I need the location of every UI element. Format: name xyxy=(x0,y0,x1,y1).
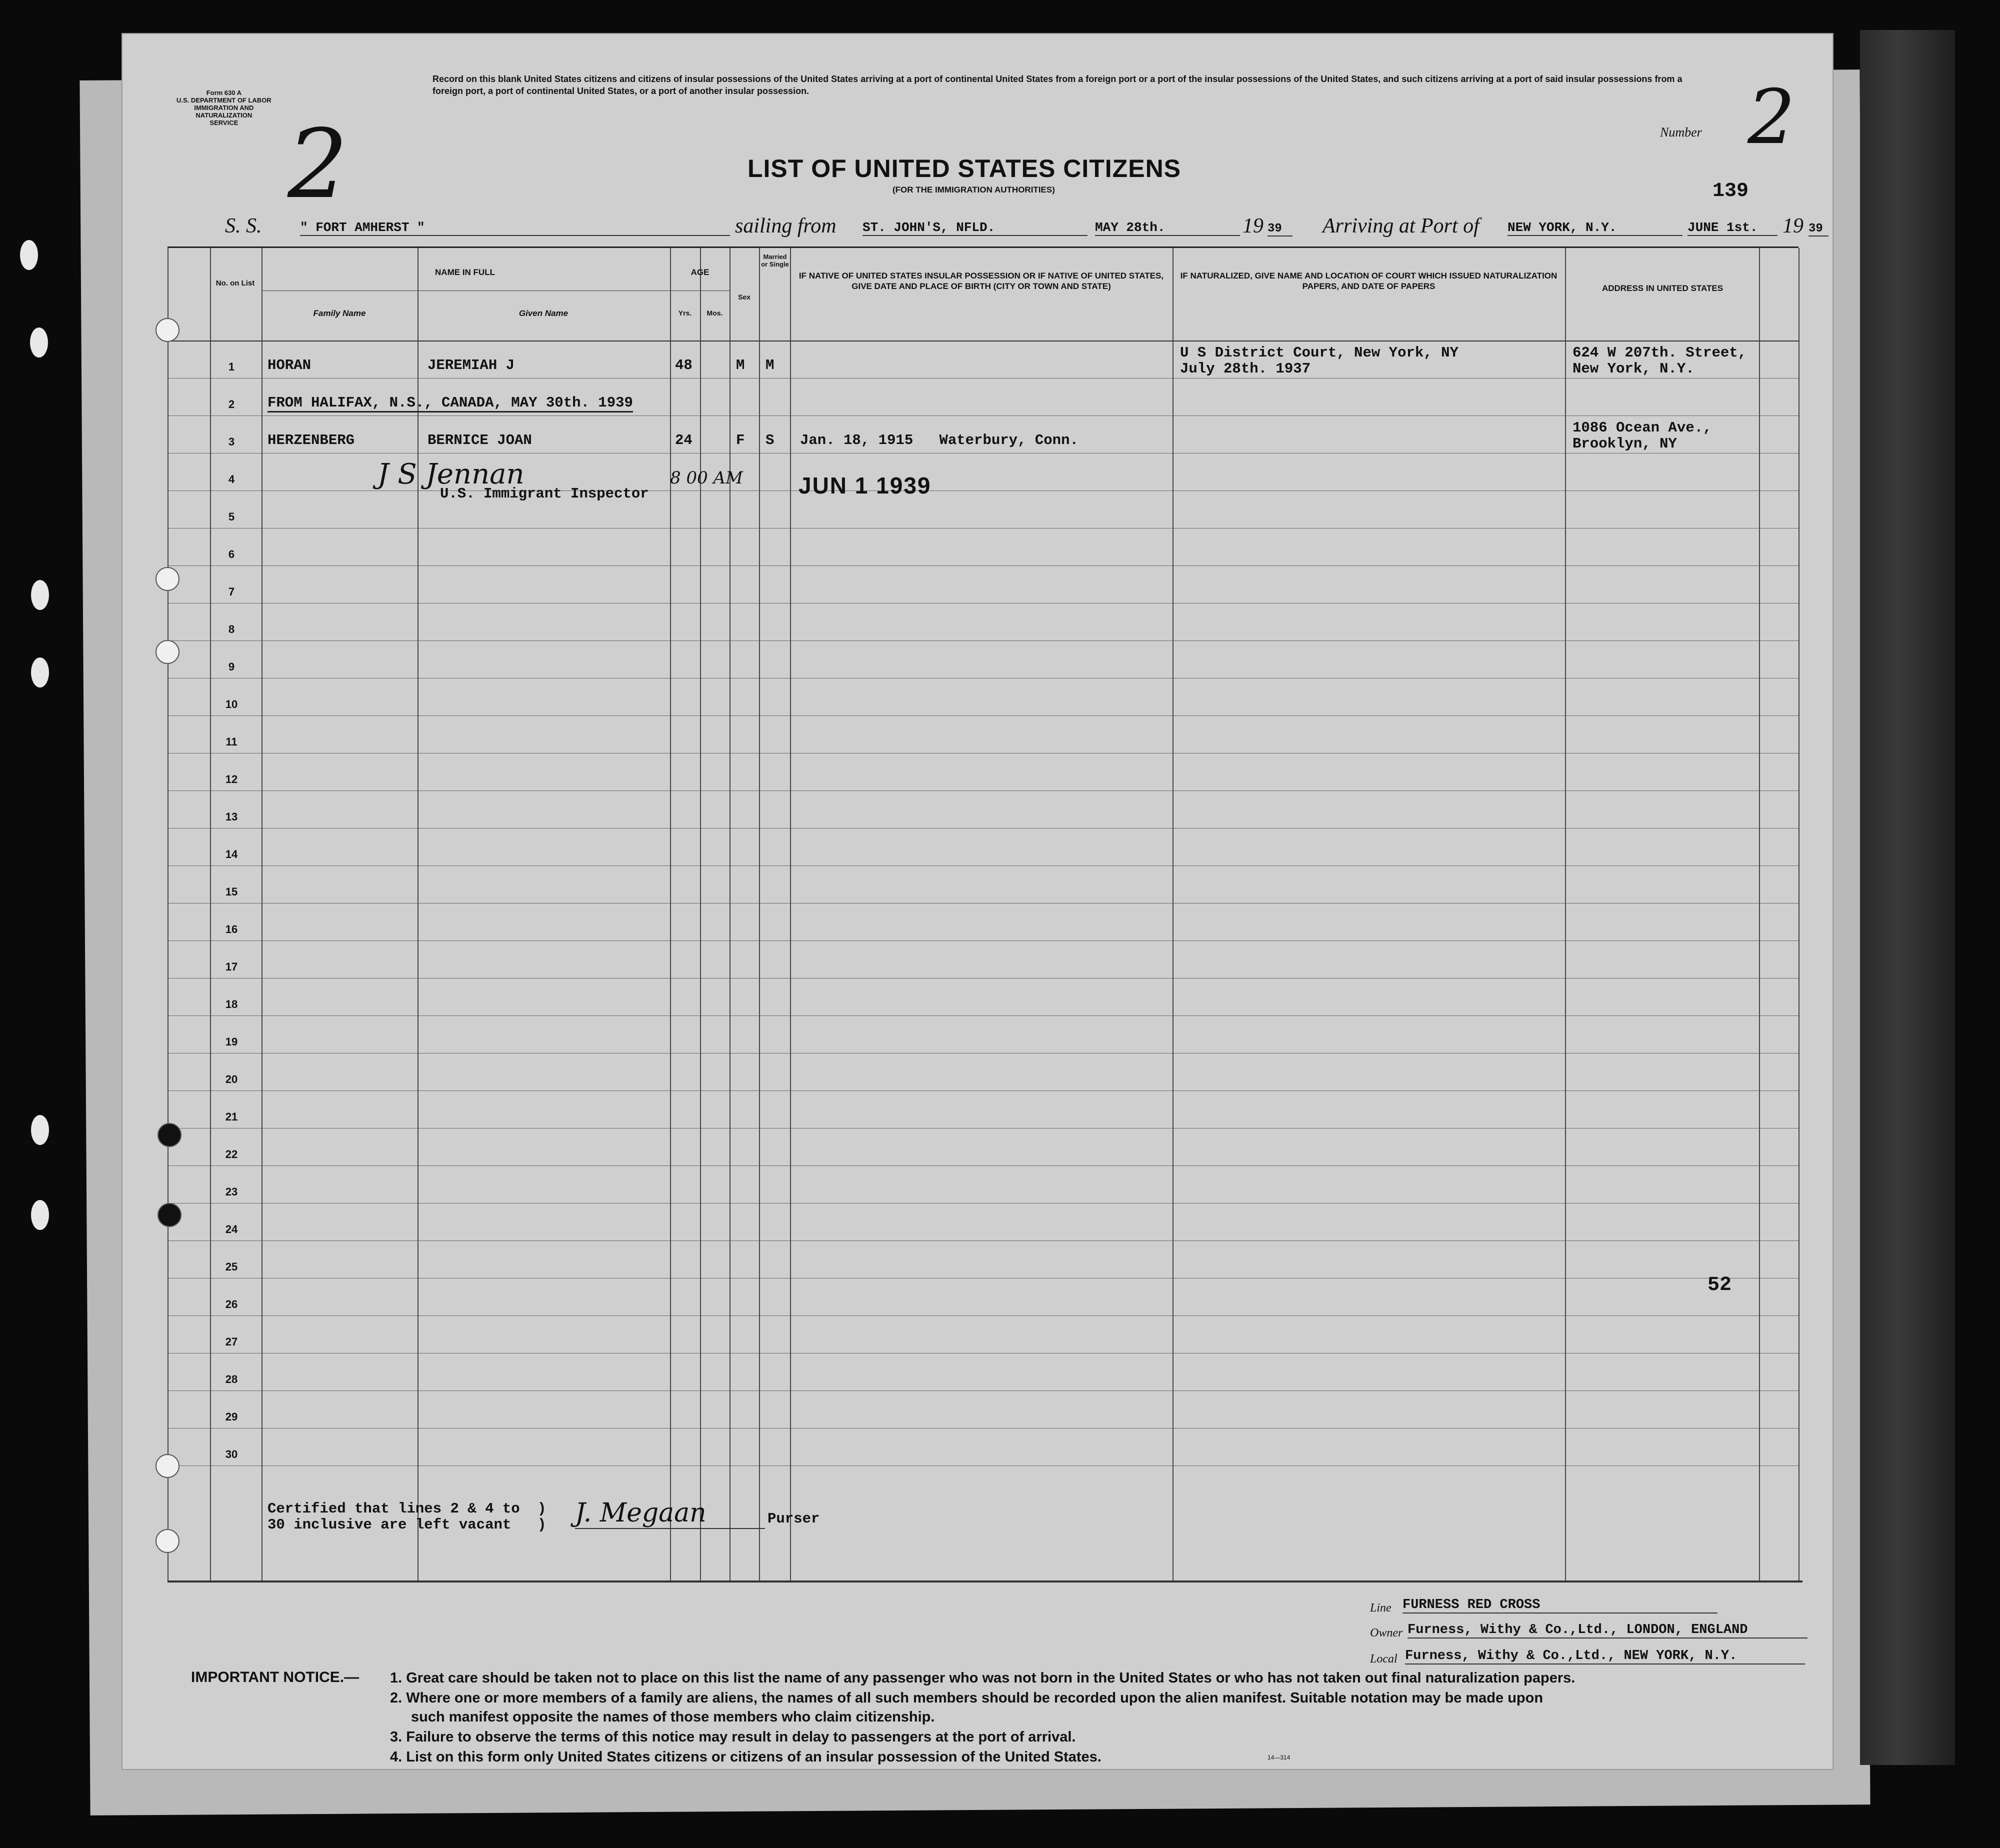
arrival-port: NEW YORK, N.Y. xyxy=(1508,220,1682,236)
line-value: FURNESS RED CROSS xyxy=(1402,1598,1718,1614)
handwritten-corner-number: 2 xyxy=(288,109,348,220)
page-number: 139 xyxy=(1712,180,1749,202)
row-number: 29 xyxy=(225,1410,238,1423)
row-rule xyxy=(168,1053,1798,1054)
row-number: 20 xyxy=(225,1073,238,1086)
row-number: 22 xyxy=(225,1148,238,1160)
row-number: 30 xyxy=(225,1448,238,1460)
row-number: 17 xyxy=(225,960,238,973)
row-number: 21 xyxy=(225,1110,238,1123)
header-name-in-full: NAME IN FULL xyxy=(435,268,495,277)
notice-item-1: 1. Great care should be taken not to place on this list the name of any passenger who was not born in the United States or who has not taken out final naturalization papers. xyxy=(390,1670,1576,1686)
sailing-label: sailing from xyxy=(735,214,836,238)
punch-hole-dark xyxy=(158,1203,182,1227)
row-number: 8 xyxy=(228,623,235,636)
binder-strip xyxy=(1860,30,1955,1765)
row3-family-name: HERZENBERG xyxy=(268,432,355,448)
bottom-border xyxy=(168,1580,1802,1582)
row-number: 2 xyxy=(228,398,235,410)
punch-hole xyxy=(156,567,180,591)
row-number: 24 xyxy=(225,1223,238,1236)
row3-marital: S xyxy=(766,432,774,448)
header-native: IF NATIVE OF UNITED STATES INSULAR POSSESSION OR IF NATIVE OF UNITED STATES, GIVE DATE AND PLACE OF BIRTH (CITY OR TOWN AND STATE) xyxy=(798,271,1164,291)
citizens-list-form xyxy=(122,34,1832,1769)
header-address: ADDRESS IN UNITED STATES xyxy=(1602,284,1724,293)
local-label: Local xyxy=(1370,1652,1398,1666)
row-number: 4 xyxy=(228,473,235,486)
header-yrs: Yrs. xyxy=(678,309,692,317)
row-rule xyxy=(168,753,1798,754)
punch-hole xyxy=(156,1529,180,1553)
row1-address-city: New York, N.Y. xyxy=(1572,360,1694,377)
row-rule xyxy=(168,790,1798,791)
inspector-signature: J S Jennan xyxy=(378,458,524,490)
from-port: ST. JOHN'S, NFLD. xyxy=(862,220,1088,236)
row3-given-name: BERNICE JOAN xyxy=(428,432,532,448)
row-number: 12 xyxy=(225,773,238,786)
header-divider xyxy=(168,340,1798,342)
punch-hole xyxy=(20,240,38,270)
row-rule xyxy=(168,1390,1798,1391)
header-given-name: Given Name xyxy=(518,308,568,318)
number-52: 52 xyxy=(1708,1274,1732,1296)
row1-court-date: July 28th. 1937 xyxy=(1180,360,1311,377)
row-number: 3 xyxy=(228,436,235,448)
punch-hole xyxy=(156,640,180,664)
row3-age: 24 xyxy=(675,432,692,448)
punch-hole xyxy=(30,328,48,358)
sail-year-prefix: 19 xyxy=(1242,214,1264,238)
punch-hole xyxy=(156,318,180,342)
row-rule xyxy=(168,1240,1798,1241)
header-married-or-single: Married or Single xyxy=(761,253,789,268)
row-number: 13 xyxy=(225,810,238,823)
arrival-date: JUNE 1st. xyxy=(1688,220,1778,236)
row1-address: 624 W 207th. Street, xyxy=(1572,344,1747,361)
certification-line-2: 30 inclusive are left vacant xyxy=(268,1516,512,1533)
row-number: 9 xyxy=(228,660,235,673)
form-number: Form 630 A xyxy=(206,89,242,96)
notice-item-4: 4. List on this form only United States citizens or citizens of an insular possession of the United States. xyxy=(390,1749,1102,1765)
row-number: 27 xyxy=(225,1336,238,1348)
form-subtitle: (FOR THE IMMIGRATION AUTHORITIES) xyxy=(892,185,1055,194)
inspection-time: 8 00 AM xyxy=(670,468,743,488)
row-number: 14 xyxy=(225,848,238,860)
row-rule xyxy=(168,490,1798,491)
row-rule xyxy=(168,1090,1798,1091)
punch-hole xyxy=(31,580,49,610)
inspector-title: U.S. Immigrant Inspector xyxy=(440,486,649,502)
owner-label: Owner xyxy=(1370,1626,1403,1640)
row-number: 11 xyxy=(226,736,238,748)
row1-family-name: HORAN xyxy=(268,357,312,374)
line-label: Line xyxy=(1370,1602,1392,1614)
number-label: Number xyxy=(1660,125,1702,140)
header-age: AGE xyxy=(690,268,710,277)
row-number: 16 xyxy=(225,923,238,936)
row1-marital: M xyxy=(766,357,774,374)
row1-given-name: JEREMIAH J xyxy=(428,357,515,374)
row-rule xyxy=(168,1203,1798,1204)
arriving-label: Arriving at Port of xyxy=(1322,214,1480,238)
punch-hole xyxy=(31,1200,49,1230)
form-department: U.S. DEPARTMENT OF LABOR xyxy=(176,96,272,104)
row-number: 6 xyxy=(228,548,235,560)
row-number: 18 xyxy=(225,998,238,1010)
passenger-table: No. on List NAME IN FULL Family Name Given Name AGE Yrs. Mos. Sex Married or Single IF NATIVE OF UNITED STATES INSULAR POSSESSION OR IF NATIVE OF UNITED STATES, GIVE DATE AND PLACE OF BIRTH (CITY OR TOWN AND STATE) IF NATURALIZED, GIVE NAME AND LOCATION OF COURT WHICH ISSUED NATURALIZATION PAPERS, AND DATE OF PAPERS ADDRESS IN UNITED STATES 1 2 3 4 5 6 7 8 9 10 11 12 13 14 15 16 17 18 19 20 21 22 23 24 25 26 27 28 29 30 HORAN JEREMIAH J 48 M M U S District Court, New York, NY July 28th. 1937 624 W 207th. Street, New York, N.Y. FROM HALIFAX, N.S., CANADA, MAY 30th. 1939 HERZENBERG BERNICE JOAN 24 F S Jan. 18, 1915 Waterbury, Conn. 1086 Ocean Ave., Brooklyn, NY J S Jennan U.S. Immigrant Inspector 8 00 AM JUN 1 1939 Certified that lines 2 & 4 to 30 inclusive are left vacant ) ) J. Megaan Purser xyxy=(168,246,1798,1582)
row1-court: U S District Court, New York, NY xyxy=(1180,344,1458,361)
row-rule xyxy=(168,453,1798,454)
row-number: 15 xyxy=(225,886,238,898)
ss-label: S. S. xyxy=(225,214,262,238)
owner-value: Furness, Withy & Co.,Ltd., LONDON, ENGLAND xyxy=(1408,1622,1808,1638)
ship-name: " FORT AMHERST " xyxy=(300,220,730,236)
header-naturalized: IF NATURALIZED, GIVE NAME AND LOCATION OF COURT WHICH ISSUED NATURALIZATION PAPERS, AND DATE OF PAPERS xyxy=(1180,271,1558,291)
row-number: 23 xyxy=(225,1186,238,1198)
row-number: 1 xyxy=(228,360,235,373)
purser-signature: J. Megaan xyxy=(575,1498,765,1529)
row3-address: 1086 Ocean Ave., xyxy=(1572,420,1712,436)
arrival-date-stamp: JUN 1 1939 xyxy=(798,472,932,498)
sail-year: 39 xyxy=(1268,222,1292,236)
print-code: 14—314 xyxy=(1268,1754,1290,1761)
record-note: Record on this blank United States citizens and citizens of insular possessions of the United States arriving at a port of continental United States from a foreign port or a port of the insular possessions of the United States, and such citizens arriving at a port of said insular possessions from a foreign port, a port of continental United States, or a port of another insular possession. xyxy=(432,74,1682,96)
header-sex: Sex xyxy=(738,293,750,301)
row-number: 7 xyxy=(228,586,235,598)
notice-heading: IMPORTANT NOTICE.— xyxy=(191,1669,360,1686)
row3-sex: F xyxy=(736,432,745,448)
notice-item-2: 2. Where one or more members of a family are aliens, the names of all such members should be recorded upon the alien manifest. Suitable notation may be made upon xyxy=(390,1690,1544,1706)
arrival-year-prefix: 19 xyxy=(1782,214,1804,238)
header-mos: Mos. xyxy=(706,309,723,317)
notice-item-3: 3. Failure to observe the terms of this notice may result in delay to passengers at the port of arrival. xyxy=(390,1729,1076,1745)
row-rule xyxy=(168,1353,1798,1354)
row2-route-note: FROM HALIFAX, N.S., CANADA, MAY 30th. 1939 xyxy=(268,394,633,412)
row-rule xyxy=(168,940,1798,941)
row-number: 26 xyxy=(225,1298,238,1310)
row3-address-city: Brooklyn, NY xyxy=(1572,436,1677,452)
punch-hole-dark xyxy=(158,1123,182,1147)
header-family-name: Family Name xyxy=(313,308,366,318)
row-rule xyxy=(168,903,1798,904)
row3-birth: Jan. 18, 1915 Waterbury, Conn. xyxy=(800,432,1078,448)
form-header xyxy=(176,89,272,126)
row-number: 5 xyxy=(228,510,235,523)
row1-sex: M xyxy=(736,357,745,374)
notice-item-2-cont: such manifest opposite the names of those members who claim citizenship. xyxy=(411,1709,935,1725)
row-rule xyxy=(168,603,1798,604)
row-number: 25 xyxy=(225,1260,238,1273)
local-value: Furness, Withy & Co.,Ltd., NEW YORK, N.Y. xyxy=(1405,1648,1805,1664)
row1-age: 48 xyxy=(675,357,692,374)
header-no-on-list: No. on List xyxy=(216,279,255,288)
number-value: 2 xyxy=(1748,74,1796,161)
purser-label: Purser xyxy=(768,1510,820,1527)
certification-line-1: Certified that lines 2 & 4 to xyxy=(268,1500,520,1517)
row-rule xyxy=(168,640,1798,641)
form-service: IMMIGRATION AND NATURALIZATION SERVICE xyxy=(194,104,254,126)
punch-hole xyxy=(156,1454,180,1478)
punch-hole xyxy=(31,658,49,688)
form-title: LIST OF UNITED STATES CITIZENS xyxy=(748,154,1182,182)
punch-hole xyxy=(31,1115,49,1145)
row-number: 19 xyxy=(225,1036,238,1048)
row-number: 28 xyxy=(225,1373,238,1386)
arrival-year: 39 xyxy=(1808,222,1828,236)
row-number: 10 xyxy=(225,698,238,710)
sail-date: MAY 28th. xyxy=(1095,220,1240,236)
